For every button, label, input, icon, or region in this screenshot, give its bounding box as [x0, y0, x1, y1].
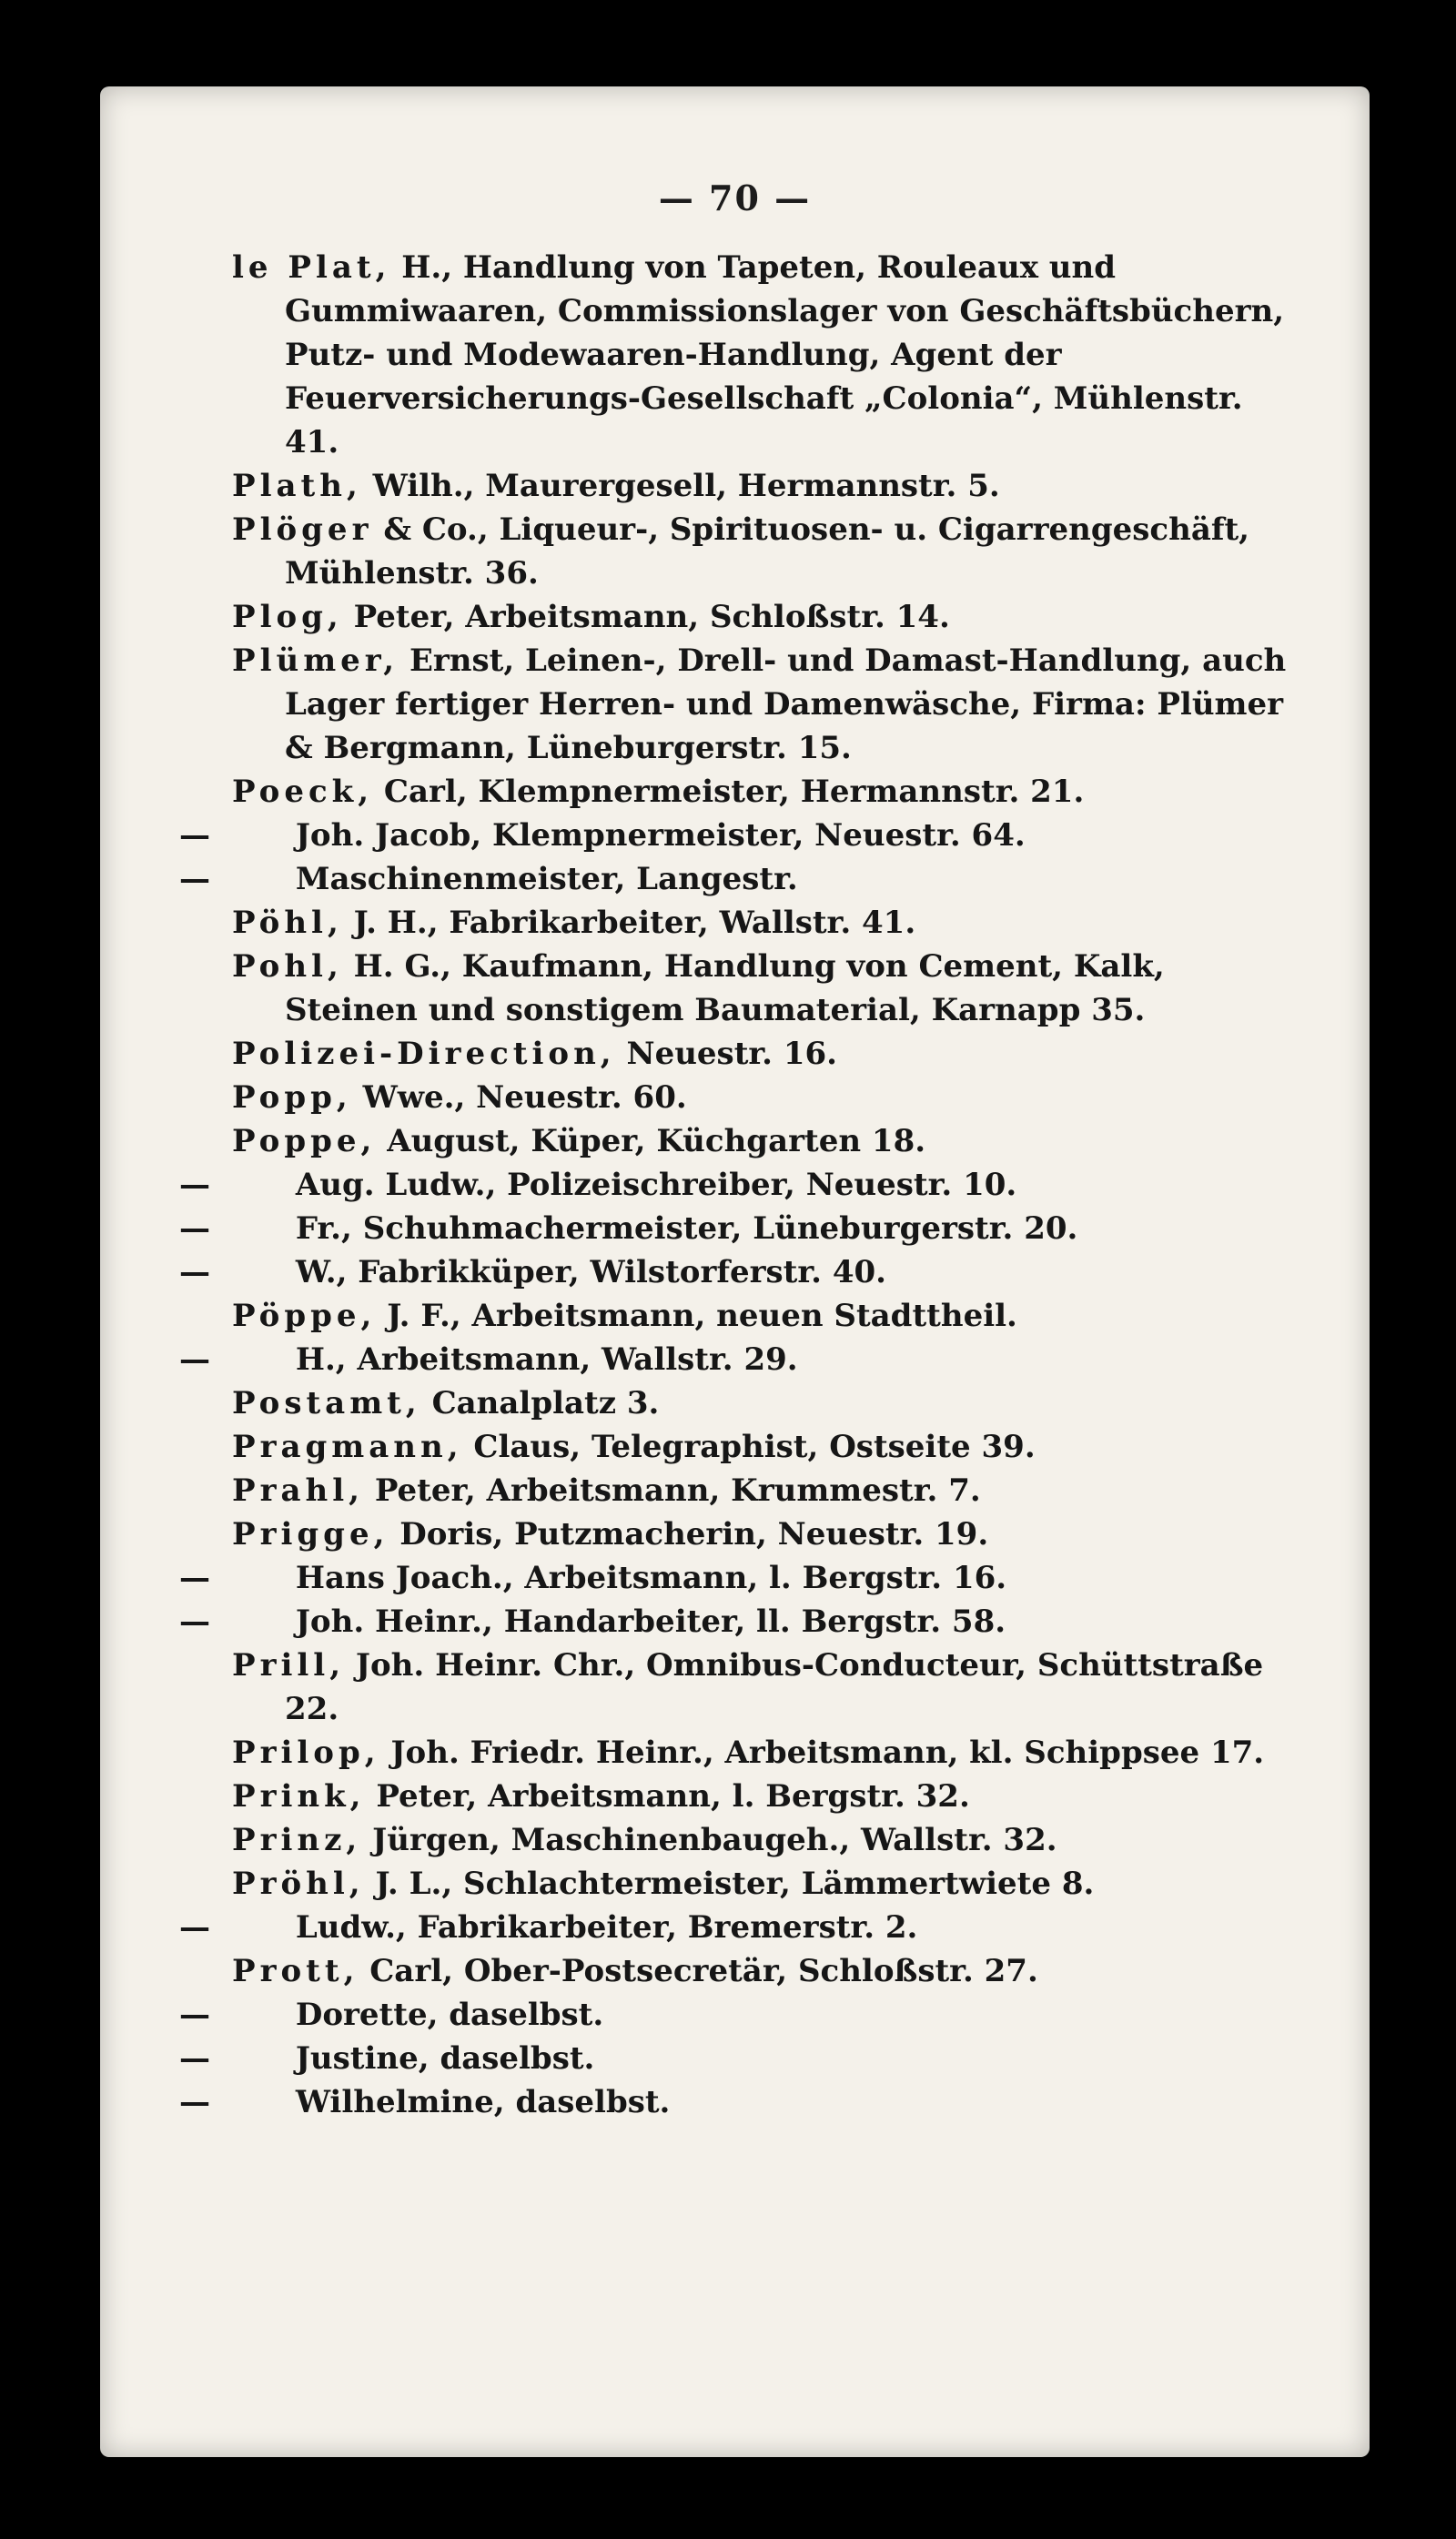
directory-entry	[232, 1469, 1297, 1512]
entry-details: Doris, Putzmacherin, Neuestr. 19.	[399, 1516, 989, 1553]
directory-entry	[232, 1294, 1297, 1338]
entry-name: Plöger	[232, 511, 373, 548]
entry-details: & Co., Liqueur-, Spirituosen- u. Cigarrengeschäft, Mühlenstr. 36.	[285, 511, 1250, 592]
directory-entry	[179, 1906, 1297, 1949]
entry-details: Claus, Telegraphist, Ostseite 39.	[473, 1429, 1036, 1465]
entry-details: Justine, daselbst.	[295, 2040, 595, 2077]
directory-entry	[179, 1993, 1297, 2037]
directory-entry	[179, 1600, 1297, 1644]
directory-entry	[232, 1644, 1297, 1731]
entry-details: Joh. Heinr., Handarbeiter, ll. Bergstr. 58.	[295, 1603, 1006, 1640]
directory-entry	[179, 1163, 1297, 1207]
entry-list	[179, 246, 1297, 2124]
directory-entry	[232, 464, 1297, 508]
entry-name: Pröhl,	[232, 1866, 365, 1902]
directory-entry	[179, 1207, 1297, 1250]
directory-page	[100, 86, 1370, 2457]
entry-details: Neuestr. 16.	[626, 1036, 838, 1072]
directory-entry	[232, 945, 1297, 1032]
entry-name: Prink,	[232, 1778, 366, 1815]
entry-details: Maschinenmeister, Langestr.	[295, 861, 798, 897]
entry-name: Prahl,	[232, 1472, 364, 1509]
entry-name: Poeck,	[232, 774, 374, 810]
entry-name: —	[179, 817, 210, 854]
entry-details: Peter, Arbeitsmann, Schloßstr. 14.	[353, 599, 950, 635]
directory-entry	[179, 1338, 1297, 1381]
directory-entry	[179, 814, 1297, 857]
entry-name: Pragmann,	[232, 1429, 463, 1465]
directory-entry	[179, 1556, 1297, 1600]
entry-name: Prott,	[232, 1953, 359, 1989]
entry-name: Pöhl,	[232, 905, 343, 941]
directory-entry	[232, 1076, 1297, 1119]
directory-entry	[179, 2080, 1297, 2124]
entry-details: Wilh., Maurergesell, Hermannstr. 5.	[372, 468, 1000, 504]
entry-name: Prigge,	[232, 1516, 389, 1553]
entry-name: Poppe,	[232, 1123, 377, 1159]
directory-entry	[232, 1862, 1297, 1906]
directory-entry	[232, 1512, 1297, 1556]
directory-entry	[232, 1381, 1297, 1425]
entry-details: Jürgen, Maschinenbaugeh., Wallstr. 32.	[372, 1822, 1057, 1858]
entry-name: —	[179, 1254, 210, 1290]
entry-name: Pöppe,	[232, 1298, 377, 1334]
entry-name: le Plat,	[232, 249, 391, 286]
entry-details: H., Handlung von Tapeten, Rouleaux und Gummiwaaren, Commissionslager von Geschäftsbüchern, Putz- und Modewaaren-Handlung, Agent der Feuerversicherungs-Gesellschaft „Colonia“, Mühlenstr. 41.	[285, 249, 1285, 460]
entry-name: Plog,	[232, 599, 343, 635]
directory-entry	[179, 1250, 1297, 1294]
directory-entry	[232, 1949, 1297, 1993]
entry-name: Prinz,	[232, 1822, 362, 1858]
directory-entry	[232, 508, 1297, 595]
entry-name: Plath,	[232, 468, 362, 504]
entry-details: Joh. Jacob, Klempnermeister, Neuestr. 64.	[295, 817, 1026, 854]
directory-entry	[232, 246, 1297, 464]
directory-entry	[232, 1818, 1297, 1862]
entry-details: Fr., Schuhmachermeister, Lüneburgerstr. 20.	[295, 1210, 1078, 1247]
directory-entry	[232, 1775, 1297, 1818]
entry-details: Canalplatz 3.	[431, 1385, 660, 1421]
entry-name: Prill,	[232, 1647, 346, 1684]
entry-name: Polizei-Direction,	[232, 1036, 616, 1072]
entry-details: Peter, Arbeitsmann, Krummestr. 7.	[374, 1472, 981, 1509]
entry-details: Peter, Arbeitsmann, l. Bergstr. 32.	[376, 1778, 970, 1815]
entry-name: —	[179, 1603, 210, 1640]
entry-name: Popp,	[232, 1079, 352, 1116]
entry-name: Postamt,	[232, 1385, 421, 1421]
entry-name: —	[179, 1341, 210, 1378]
entry-details: Joh. Heinr. Chr., Omnibus-Conducteur, Schüttstraße 22.	[285, 1647, 1264, 1727]
entry-details: J. L., Schlachtermeister, Lämmertwiete 8.	[375, 1866, 1095, 1902]
entry-details: Aug. Ludw., Polizeischreiber, Neuestr. 10.	[295, 1167, 1017, 1203]
entry-name: —	[179, 1997, 210, 2033]
entry-name: —	[179, 861, 210, 897]
page-number: — 70 —	[658, 177, 812, 218]
entry-name: —	[179, 1560, 210, 1596]
directory-entry	[232, 639, 1297, 770]
directory-entry	[232, 595, 1297, 639]
entry-details: J. F., Arbeitsmann, neuen Stadttheil.	[387, 1298, 1017, 1334]
entry-details: Carl, Klempnermeister, Hermannstr. 21.	[383, 774, 1085, 810]
entry-name: —	[179, 2040, 210, 2077]
entry-name: Prilop,	[232, 1735, 380, 1771]
entry-details: Dorette, daselbst.	[295, 1997, 604, 2033]
directory-entry	[232, 1119, 1297, 1163]
entry-name: Pohl,	[232, 948, 343, 985]
directory-entry	[232, 770, 1297, 814]
directory-entry	[232, 901, 1297, 945]
directory-entry	[232, 1032, 1297, 1076]
entry-details: J. H., Fabrikarbeiter, Wallstr. 41.	[353, 905, 916, 941]
directory-entry	[232, 1731, 1297, 1775]
entry-name: —	[179, 1167, 210, 1203]
entry-name: —	[179, 1909, 210, 1946]
entry-details: Hans Joach., Arbeitsmann, l. Bergstr. 16.	[295, 1560, 1007, 1596]
directory-entry	[179, 857, 1297, 901]
entry-details: Wwe., Neuestr. 60.	[362, 1079, 687, 1116]
entry-name: —	[179, 2084, 210, 2120]
entry-details: Joh. Friedr. Heinr., Arbeitsmann, kl. Schippsee 17.	[390, 1735, 1265, 1771]
directory-entry	[179, 2037, 1297, 2080]
entry-details: Wilhelmine, daselbst.	[295, 2084, 671, 2120]
entry-details: August, Küper, Küchgarten 18.	[387, 1123, 926, 1159]
directory-entry	[232, 1425, 1297, 1469]
entry-details: Ludw., Fabrikarbeiter, Bremerstr. 2.	[295, 1909, 918, 1946]
entry-details: H., Arbeitsmann, Wallstr. 29.	[295, 1341, 798, 1378]
entry-name: —	[179, 1210, 210, 1247]
entry-details: Ernst, Leinen-, Drell- und Damast-Handlung, auch Lager fertiger Herren- und Damenwäsche, Firma: Plümer & Bergmann, Lüneburgerstr. 15.	[285, 642, 1287, 766]
entry-details: W., Fabrikküper, Wilstorferstr. 40.	[295, 1254, 886, 1290]
entry-name: Plümer,	[232, 642, 399, 679]
entry-details: H. G., Kaufmann, Handlung von Cement, Kalk, Steinen und sonstigem Baumaterial, Karnapp 35.	[285, 948, 1165, 1028]
entry-details: Carl, Ober-Postsecretär, Schloßstr. 27.	[369, 1953, 1038, 1989]
